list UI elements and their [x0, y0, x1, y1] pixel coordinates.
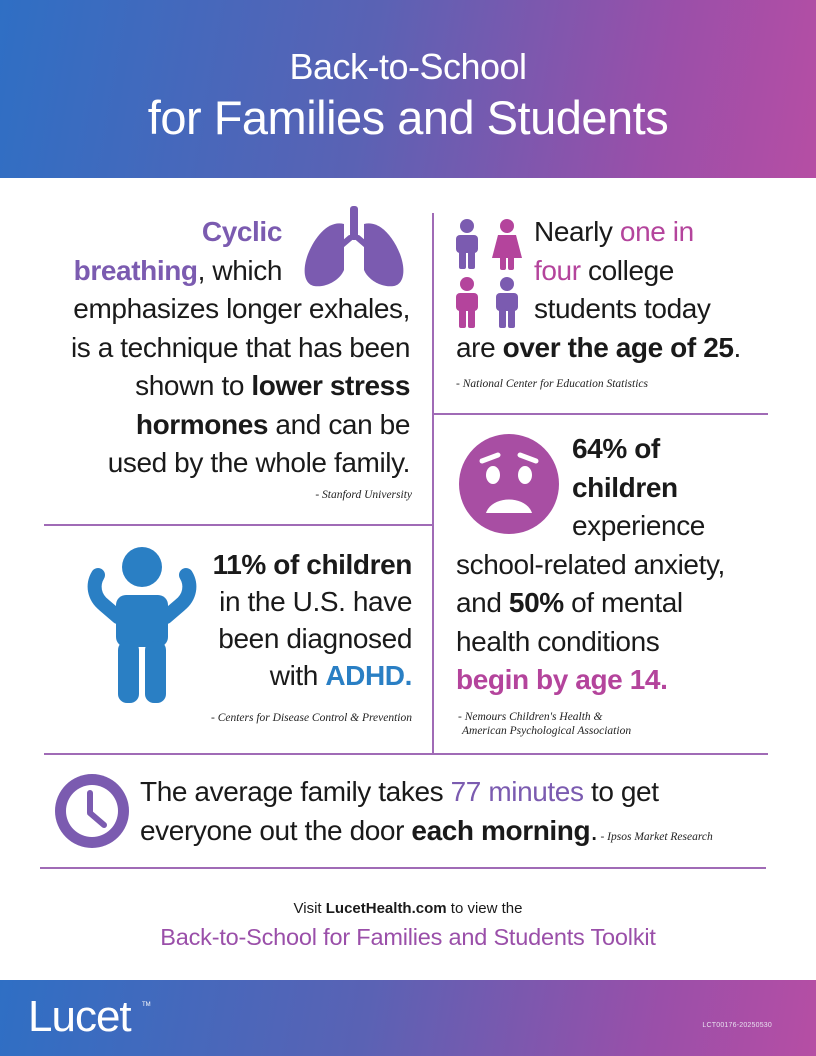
breathing-fact-lead: Cyclic: [201, 216, 282, 247]
college-citation: - National Center for Education Statistics: [456, 378, 648, 390]
toolkit-title: Back-to-School for Families and Students Toolkit: [160, 924, 656, 950]
college-fact-line-2: four college: [534, 254, 674, 286]
morning-fact-line-2: everyone out the door each morning. - Ipsos Market Research: [140, 814, 713, 846]
anxiety-citation-line-1: - Nemours Children's Health &: [458, 711, 603, 723]
title-line-1: Back-to-School: [289, 46, 527, 87]
anxiety-fact-line-6: health conditions: [456, 625, 660, 657]
college-fact-line-1: Nearly one in: [534, 216, 694, 247]
header-banner: [0, 0, 816, 178]
document-code: LCT00176-20250530: [702, 1022, 772, 1029]
breathing-fact-line-5: shown to lower stress: [135, 370, 410, 401]
anxiety-fact-line-4: school-related anxiety,: [456, 548, 725, 580]
divider-row-3: [40, 867, 766, 869]
anxiety-fact-line-1: 64% of: [572, 433, 660, 464]
breathing-fact-line-3: emphasizes longer exhales,: [73, 293, 410, 324]
college-fact-line-3: students today: [534, 293, 711, 324]
title-line-2: for Families and Students: [147, 91, 669, 144]
breathing-fact: [30, 213, 410, 483]
adhd-fact-line-1: 11% of children: [212, 549, 412, 580]
adhd-citation: - Centers for Disease Control & Prevention: [210, 712, 412, 724]
breathing-fact-line-2: breathing, which: [73, 254, 282, 286]
breathing-fact-line-4: is a technique that has been: [70, 331, 410, 363]
trademark-mark: TM: [142, 1002, 151, 1008]
lucet-logo: Lucet: [28, 992, 131, 1041]
adhd-fact-line-3: been diagnosed: [218, 623, 412, 654]
college-fact: [456, 213, 776, 367]
morning-fact-line-1: The average family takes 77 minutes to get: [140, 776, 659, 807]
adhd-fact-line-2: in the U.S. have: [219, 586, 412, 617]
breathing-citation: - Stanford University: [315, 489, 412, 501]
breathing-fact-line-6: hormones and can be: [135, 408, 410, 440]
anxiety-citation: [458, 710, 631, 738]
website-link[interactable]: LucetHealth.com: [325, 900, 447, 917]
morning-citation: - Ipsos Market Research: [597, 830, 713, 843]
divider-row-2: [44, 753, 768, 755]
visit-text: Visit LucetHealth.com to view the: [293, 900, 523, 917]
anxiety-fact-line-2: children: [572, 471, 678, 503]
breathing-fact-line-7: used by the whole family.: [107, 447, 410, 478]
morning-fact: [140, 773, 780, 856]
anxiety-citation-line-2: American Psychological Association: [462, 725, 632, 737]
divider-vertical: [432, 213, 434, 753]
adhd-fact: [182, 546, 412, 694]
adhd-fact-line-4: with ADHD.: [269, 660, 412, 691]
divider-row-1-right: [432, 413, 768, 415]
clock-icon: [54, 773, 130, 849]
anxiety-fact-line-3: experience: [572, 510, 705, 541]
anxiety-fact: [456, 430, 776, 700]
anxiety-fact-line-7: begin by age 14.: [456, 664, 668, 695]
college-fact-line-4: are over the age of 25.: [456, 331, 741, 363]
divider-row-1-left: [44, 524, 432, 526]
anxiety-fact-line-5: and 50% of mental: [456, 587, 683, 618]
